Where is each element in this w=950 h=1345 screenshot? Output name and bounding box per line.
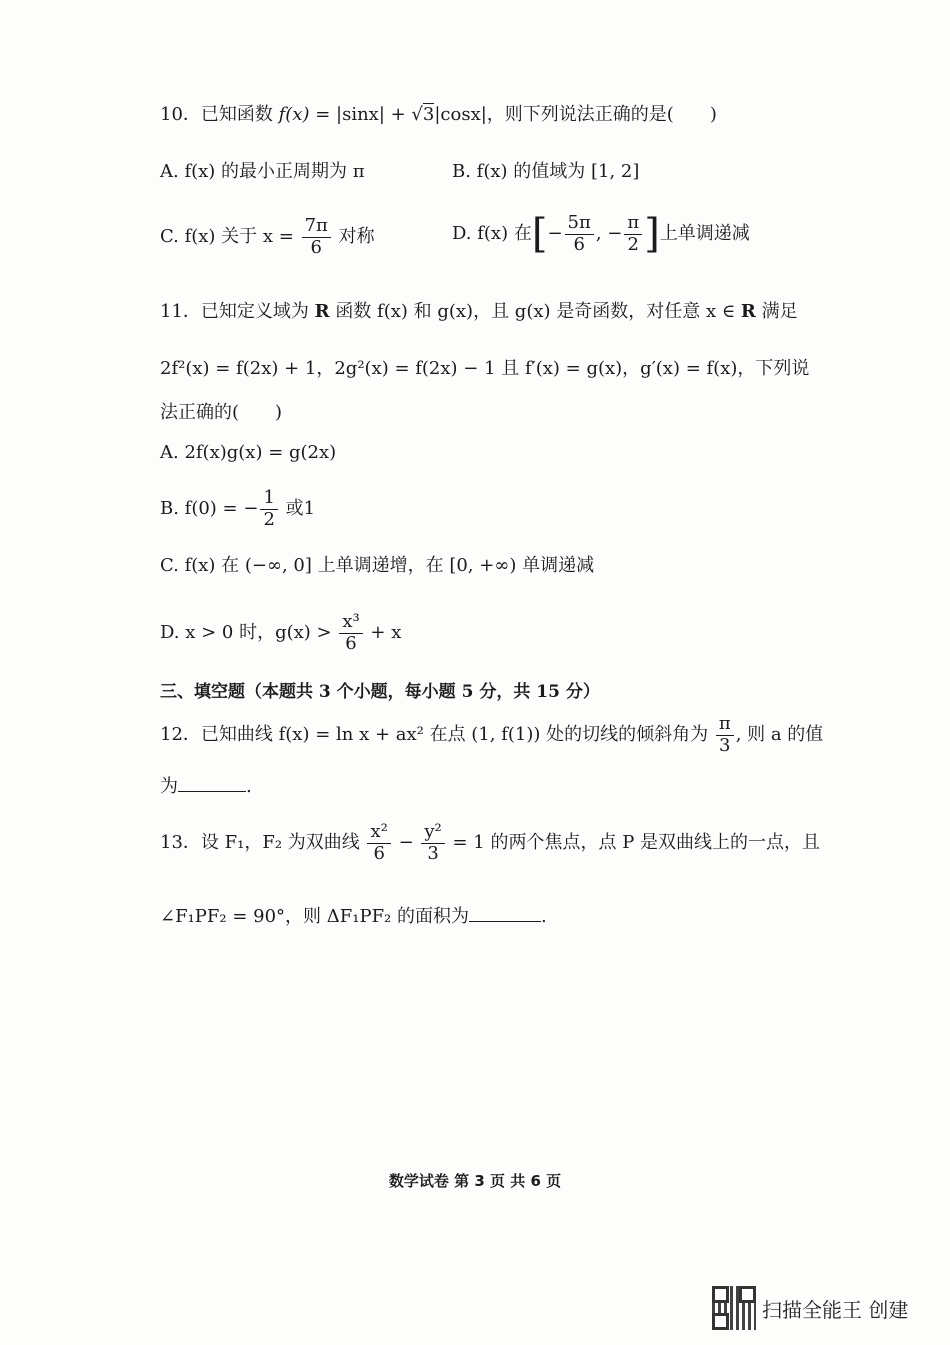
q13-line1 bbox=[160, 822, 820, 864]
q10-d-den2: 2 bbox=[624, 234, 642, 256]
left-bracket-icon: [ bbox=[531, 211, 548, 258]
q10-d-fraction2 bbox=[624, 213, 642, 255]
q11-d-post: + x bbox=[364, 622, 402, 644]
q10-stem-tail: |cosx|，则下列说法正确的是( ) bbox=[434, 104, 717, 125]
q11-stem-line2: 2f²(x) = f(2x) + 1，2g²(x) = f(2x) − 1 且 f′(x) = g(x)，g′(x) = f(x)，下列说 bbox=[160, 358, 810, 379]
q10-d-pre: D. f(x) 在 bbox=[452, 223, 532, 245]
q10-d-fraction1 bbox=[565, 213, 594, 255]
q13-l1-pre: 13．设 F₁，F₂ 为双曲线 bbox=[160, 832, 366, 854]
q11-stem-line1 bbox=[160, 303, 798, 321]
q11-b-pre: B. f(0) = − bbox=[160, 498, 259, 520]
q11-b-den: 2 bbox=[260, 509, 277, 531]
q11-d-pre: D. x > 0 时，g(x) > bbox=[160, 622, 338, 644]
q10-stem-text: 10．已知函数 bbox=[160, 104, 279, 125]
q13-l1-post: = 1 的两个焦点，点 P 是双曲线上的一点，且 bbox=[446, 832, 821, 854]
q10-d-post: 上单调递减 bbox=[659, 223, 750, 245]
q13-fraction1 bbox=[367, 822, 390, 864]
q13-den2: 3 bbox=[421, 843, 444, 865]
q11-stem-line3: 法正确的( ) bbox=[160, 402, 283, 423]
q13-den1: 6 bbox=[367, 843, 390, 865]
q10-d-num2: π bbox=[627, 212, 640, 233]
q12-answer-blank[interactable] bbox=[178, 777, 246, 792]
q12-num: π bbox=[718, 713, 731, 734]
q11-b-post: 或1 bbox=[279, 498, 316, 520]
q11-option-d bbox=[160, 612, 401, 654]
q11-l1a: 11．已知定义域为 bbox=[160, 301, 315, 322]
q11-b-num: 1 bbox=[263, 487, 275, 508]
q10-c-post: 对称 bbox=[332, 226, 375, 248]
q13-answer-blank[interactable] bbox=[469, 907, 541, 922]
q10-c-den: 6 bbox=[302, 237, 331, 259]
q10-option-c bbox=[160, 216, 375, 258]
section-3-heading: 三、填空题（本题共 3 个小题，每小题 5 分，共 15 分） bbox=[160, 682, 600, 702]
q13-line2 bbox=[160, 907, 547, 926]
q10-fx: f(x) bbox=[278, 104, 310, 125]
q11-l1c: 满足 bbox=[755, 301, 798, 322]
q13-fraction2 bbox=[421, 822, 444, 864]
q11-r1: R bbox=[314, 301, 330, 322]
q11-d-num: x³ bbox=[342, 611, 360, 632]
right-bracket-icon: ] bbox=[644, 211, 660, 258]
q11-option-c: C. f(x) 在 (−∞, 0] 上单调递增，在 [0, +∞) 单调递减 bbox=[160, 555, 595, 576]
q11-b-fraction bbox=[260, 488, 277, 530]
q10-stem: 10．已知函数 f(x) = |sinx| + √3|cosx|，则下列说法正确的是( ) bbox=[160, 104, 717, 125]
q13-l2-post: . bbox=[541, 906, 547, 927]
q12-l2-post: . bbox=[246, 776, 252, 797]
q12-l2-pre: 为 bbox=[160, 776, 178, 797]
q10-option-b: B. f(x) 的值域为 [1, 2] bbox=[452, 161, 640, 182]
q12-line1 bbox=[160, 714, 823, 756]
q11-d-fraction bbox=[339, 612, 362, 654]
q11-r2: R bbox=[740, 301, 756, 322]
q10-d-comma: , − bbox=[595, 223, 623, 245]
q11-option-a: A. 2f(x)g(x) = g(2x) bbox=[160, 442, 337, 463]
q10-c-pre: C. f(x) 关于 x = bbox=[160, 226, 300, 248]
q12-line2 bbox=[160, 777, 252, 796]
q10-eq: = |sinx| + bbox=[309, 104, 412, 125]
q13-minus: − bbox=[392, 832, 420, 854]
q11-d-den: 6 bbox=[339, 633, 362, 655]
qr-code-icon bbox=[712, 1286, 756, 1330]
q12-den: 3 bbox=[716, 735, 734, 757]
q10-c-fraction bbox=[302, 216, 331, 258]
q11-l1b: 函数 f(x) 和 g(x)，且 g(x) 是奇函数，对任意 x ∈ bbox=[329, 301, 741, 322]
q10-c-num: 7π bbox=[304, 215, 328, 236]
q12-fraction bbox=[716, 714, 734, 756]
q10-sqrt-num: 3 bbox=[422, 104, 435, 125]
q11-option-b bbox=[160, 488, 315, 530]
q12-l1-post: , 则 a 的值 bbox=[735, 724, 824, 746]
q12-l1-pre: 12．已知曲线 f(x) = ln x + ax² 在点 (1, f(1)) 处的切线的倾斜角为 bbox=[160, 724, 714, 746]
q10-option-a: A. f(x) 的最小正周期为 π bbox=[160, 161, 365, 182]
q10-d-den1: 6 bbox=[565, 234, 594, 256]
q13-num2: y² bbox=[424, 821, 442, 842]
scanner-label: 扫描全能王 创建 bbox=[762, 1297, 909, 1322]
scanner-watermark bbox=[712, 1286, 908, 1330]
q10-option-d bbox=[452, 211, 750, 258]
q13-l2-pre: ∠F₁PF₂ = 90°，则 ΔF₁PF₂ 的面积为 bbox=[160, 906, 469, 927]
page-footer: 数学试卷 第 3 页 共 6 页 bbox=[388, 1172, 562, 1190]
q10-d-minus: − bbox=[547, 223, 563, 245]
q10-d-num1: 5π bbox=[567, 212, 591, 233]
q13-num1: x² bbox=[370, 821, 388, 842]
